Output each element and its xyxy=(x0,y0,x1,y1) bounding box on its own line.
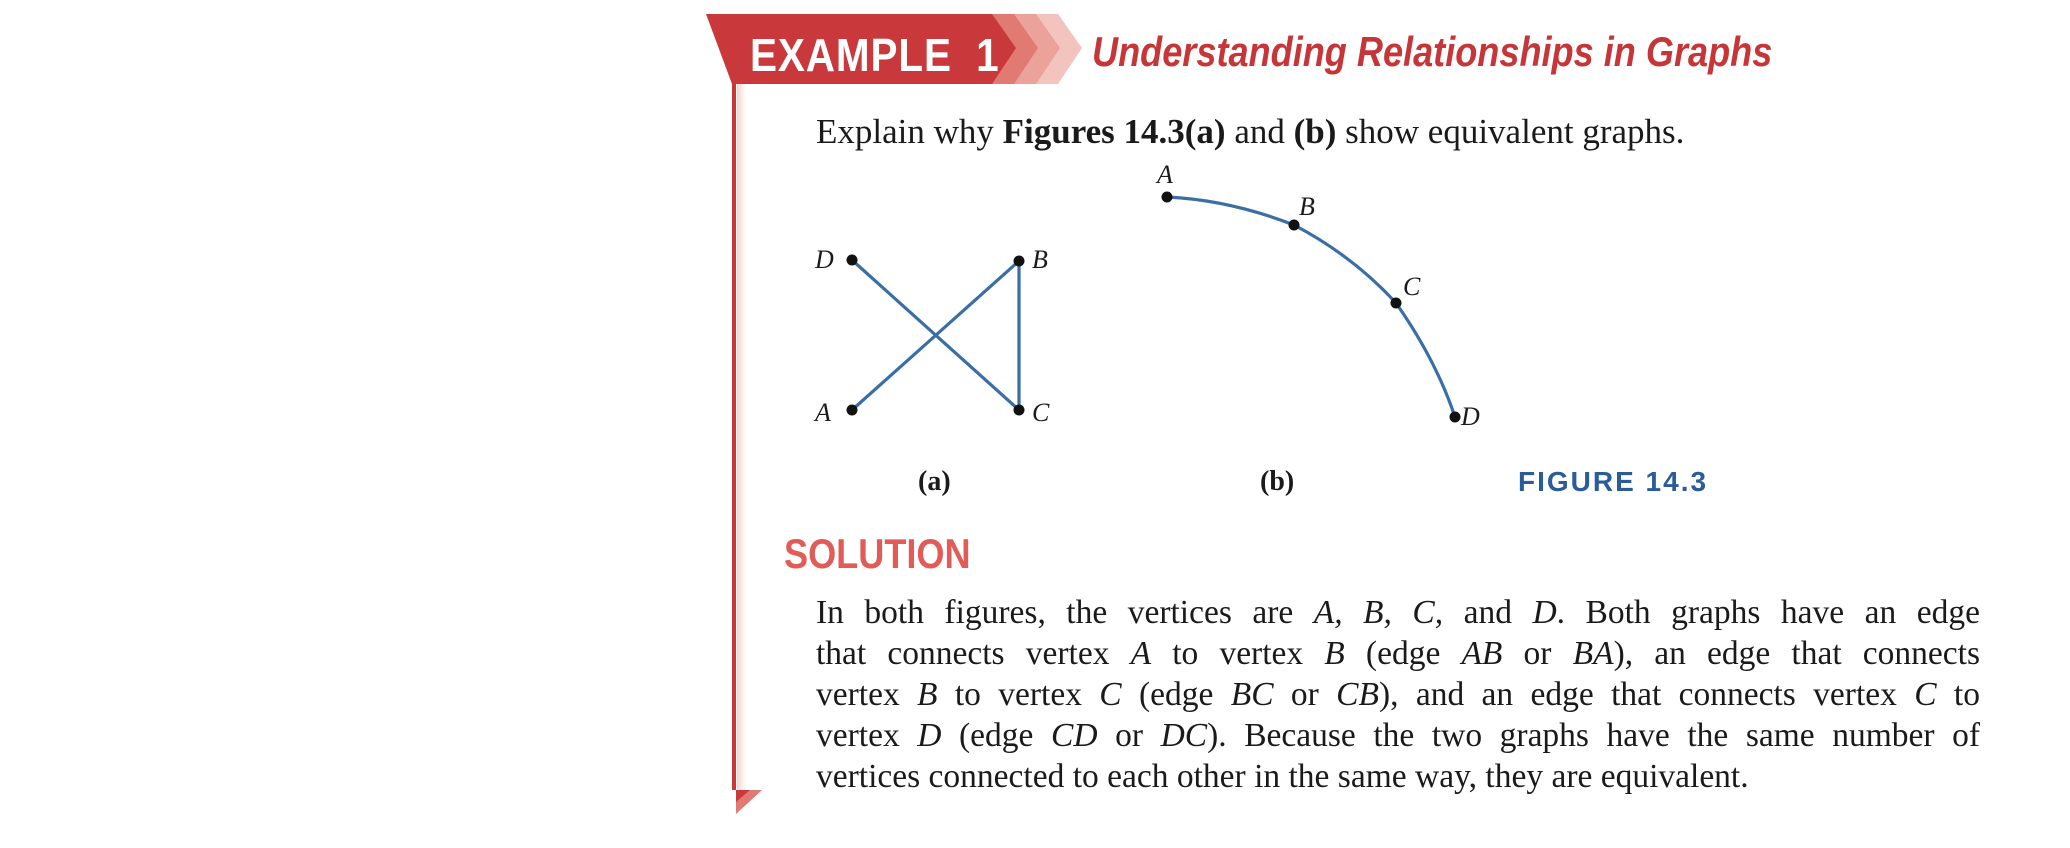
solution-italic-term: CD xyxy=(1050,717,1098,754)
figure-label: FIGURE 14.3 xyxy=(1518,466,1709,497)
graph-a-label-D: D xyxy=(815,245,834,274)
solution-text: (edge xyxy=(1121,676,1231,713)
graph-b-vertex-C xyxy=(1391,298,1402,309)
solution-line xyxy=(816,633,1980,674)
graph-a xyxy=(847,255,1025,416)
solution-line xyxy=(816,674,1980,715)
graph-b-vertex-B xyxy=(1289,220,1300,231)
prompt-figure-ref-a: Figures 14.3(a) xyxy=(1002,112,1226,151)
solution-italic-term: BC xyxy=(1230,676,1274,713)
solution-italic-term: B xyxy=(1324,635,1345,672)
graph-a-label-C: C xyxy=(1032,398,1050,427)
solution-italic-term: DC xyxy=(1160,717,1208,754)
example-title: Understanding Relationships in Graphs xyxy=(1092,28,1773,75)
solution-text: or xyxy=(1097,717,1161,754)
graph-b-vertex-D xyxy=(1450,412,1461,423)
solution-italic-term: C xyxy=(1099,676,1122,713)
graph-b-edge-B-C xyxy=(1294,225,1396,303)
solution-text: that connects vertex xyxy=(816,635,1131,672)
solution-italic-term: BA xyxy=(1572,635,1614,672)
solution-italic-term: A xyxy=(1130,635,1152,672)
solution-italic-term: D xyxy=(1532,594,1557,631)
solution-text: to vertex xyxy=(1151,635,1325,672)
solution-text: vertex xyxy=(816,676,918,713)
graph-a-vertex-A xyxy=(847,405,858,416)
graph-b-label-A: A xyxy=(1157,160,1173,189)
graph-b xyxy=(1162,192,1461,423)
solution-text: to xyxy=(1936,676,1980,713)
graph-a-vertex-D xyxy=(847,255,858,266)
solution-text: or xyxy=(1273,676,1337,713)
solution-italic-term: C xyxy=(1914,676,1937,713)
solution-text: ), an edge that connects xyxy=(1613,635,1980,672)
solution-text: . Both graphs have an edge xyxy=(1556,594,1980,631)
solution-line xyxy=(816,756,1980,797)
solution-body xyxy=(816,592,1980,797)
graph-a-vertex-C xyxy=(1014,405,1025,416)
graph-b-label-D: D xyxy=(1461,402,1480,431)
solution-text: ). Because the two graphs have the same number of xyxy=(1207,717,1981,754)
solution-text: vertex xyxy=(816,717,918,754)
graph-a-vertex-B xyxy=(1014,256,1025,267)
caption-b: (b) xyxy=(1260,466,1295,497)
solution-text: vertices connected to each other in the same way, they are equivalent. xyxy=(816,758,1749,795)
solution-heading: SOLUTION xyxy=(784,530,971,577)
solution-line xyxy=(816,592,1980,633)
solution-italic-term: AB xyxy=(1461,635,1503,672)
solution-italic-term: B xyxy=(917,676,938,713)
solution-text: to vertex xyxy=(937,676,1100,713)
solution-text: (edge xyxy=(941,717,1051,754)
solution-text: ), and an edge that connects vertex xyxy=(1378,676,1915,713)
solution-italic-term: A, B, C, xyxy=(1313,594,1444,631)
solution-line xyxy=(816,715,1980,756)
solution-text: or xyxy=(1502,635,1573,672)
solution-italic-term: D xyxy=(917,717,942,754)
graph-a-label-B: B xyxy=(1032,245,1048,274)
solution-text: In both figures, the vertices are xyxy=(816,594,1314,631)
solution-text: (edge xyxy=(1344,635,1462,672)
graph-b-edge-A-B xyxy=(1167,197,1294,225)
prompt-text-1: Explain why xyxy=(816,112,1003,151)
prompt-figure-ref-b: (b) xyxy=(1293,112,1337,151)
graph-b-edge-C-D xyxy=(1396,303,1455,417)
example-word: EXAMPLE xyxy=(750,29,952,81)
graph-b-label-C: C xyxy=(1403,272,1421,301)
solution-italic-term: CB xyxy=(1336,676,1379,713)
prompt-text-2: and xyxy=(1225,112,1294,151)
solution-text: and xyxy=(1443,594,1533,631)
example-number: 1 xyxy=(976,29,1000,81)
prompt-text-3: show equivalent graphs. xyxy=(1336,112,1685,151)
caption-a: (a) xyxy=(918,466,951,497)
graph-b-label-B: B xyxy=(1299,192,1315,221)
graph-b-vertex-A xyxy=(1162,192,1173,203)
graph-a-label-A: A xyxy=(815,398,831,427)
